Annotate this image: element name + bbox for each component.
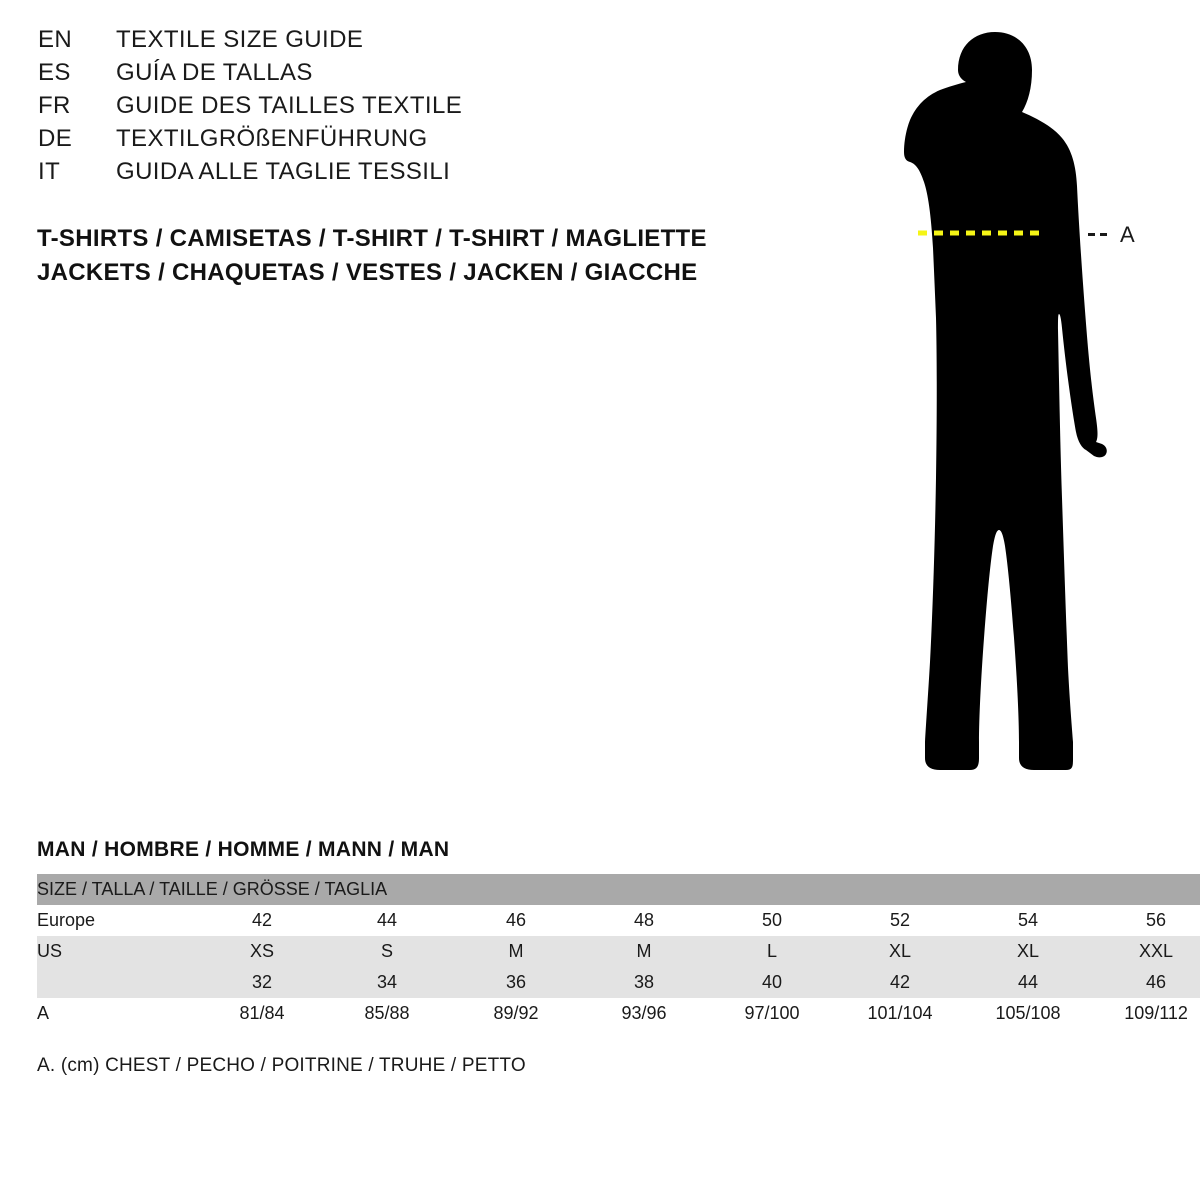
cell-value: 105/108 [964,998,1092,1029]
cell-value: XL [964,936,1092,967]
cell-value: XS [202,936,322,967]
language-row [38,26,738,59]
size-header-label: SIZE / TALLA / TAILLE / GRÖSSE / TAGLIA [37,874,1200,905]
cell-value: M [580,936,708,967]
cell-value: 44 [964,967,1092,998]
table-row [37,936,1200,967]
cell-value: 109/112 [1092,998,1200,1029]
cell-value: 101/104 [836,998,964,1029]
cell-value: 56 [1092,905,1200,936]
table-title: MAN / HOMBRE / HOMME / MANN / MAN [37,838,450,861]
size-table [37,874,1200,1029]
language-row [38,92,738,125]
language-title: GUIDE DES TAILLES TEXTILE [116,92,463,119]
language-code: EN [38,26,73,53]
cell-value: 50 [708,905,836,936]
row-label-blank [37,967,202,998]
chest-measure-label: A [1120,222,1135,247]
language-code: DE [38,125,73,152]
cell-value: 97/100 [708,998,836,1029]
row-label-europe: Europe [37,905,202,936]
cell-value: 44 [322,905,452,936]
male-silhouette-figure [840,18,1180,798]
chest-leader-line [1088,233,1112,236]
cell-value: 42 [836,967,964,998]
cell-value: 81/84 [202,998,322,1029]
table-row [37,905,1200,936]
table-row [37,998,1200,1029]
cell-value: 42 [202,905,322,936]
cell-value: XXL [1092,936,1200,967]
category-tshirts: T-SHIRTS / CAMISETAS / T-SHIRT / T-SHIRT / MAGLIETTE [37,225,707,252]
cell-value: 52 [836,905,964,936]
cell-value: 46 [452,905,580,936]
language-title: TEXTILGRÖßENFÜHRUNG [116,125,428,152]
cell-value: 48 [580,905,708,936]
table-row [37,967,1200,998]
table-row-header [37,874,1200,905]
row-label-us: US [37,936,202,967]
language-list [38,26,738,191]
cell-value: 54 [964,905,1092,936]
table-footnote: A. (cm) CHEST / PECHO / POITRINE / TRUHE / PETTO [37,1055,526,1076]
language-row [38,125,738,158]
language-code: IT [38,158,61,185]
size-table-section [37,838,1188,1077]
cell-value: 85/88 [322,998,452,1029]
language-code: FR [38,92,71,119]
cell-value: 32 [202,967,322,998]
cell-value: 34 [322,967,452,998]
cell-value: 93/96 [580,998,708,1029]
row-label-a: A [37,998,202,1029]
silhouette-icon [840,18,1180,798]
language-title: GUÍA DE TALLAS [116,59,313,86]
language-row [38,59,738,92]
cell-value: 36 [452,967,580,998]
cell-value: XL [836,936,964,967]
category-jackets: JACKETS / CHAQUETAS / VESTES / JACKEN / GIACCHE [37,259,698,286]
cell-value: L [708,936,836,967]
garment-categories [37,222,707,290]
cell-value: 38 [580,967,708,998]
cell-value: 89/92 [452,998,580,1029]
language-row [38,158,738,191]
cell-value: 46 [1092,967,1200,998]
language-title: TEXTILE SIZE GUIDE [116,26,364,53]
cell-value: S [322,936,452,967]
language-title: GUIDA ALLE TAGLIE TESSILI [116,158,451,185]
cell-value: 40 [708,967,836,998]
language-code: ES [38,59,71,86]
cell-value: M [452,936,580,967]
